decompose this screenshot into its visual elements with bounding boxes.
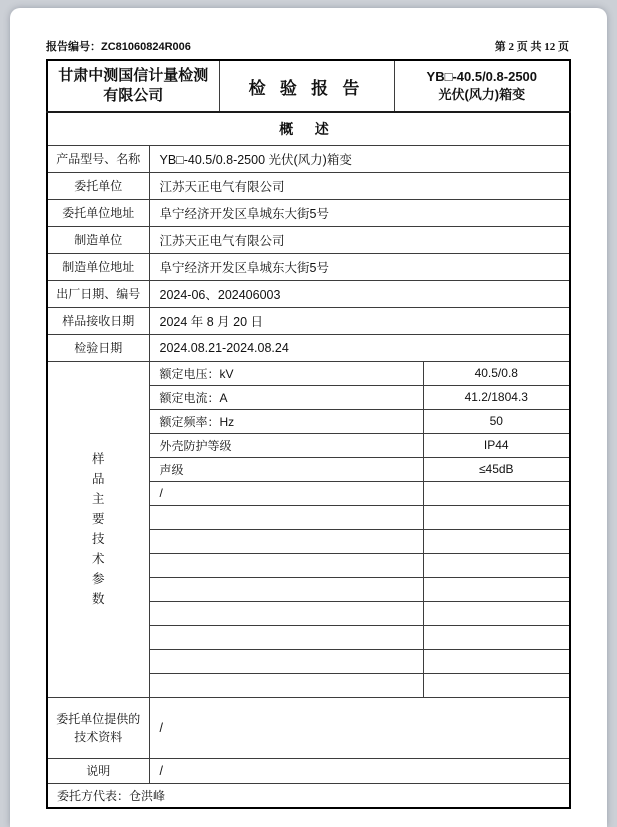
table-row [47,334,570,361]
tech-param-value [423,529,570,553]
tech-param-name: 外壳防护等级 [149,433,423,457]
row-value: YB□-40.5/0.8-2500 光伏(风力)箱变 [149,145,570,172]
table-row [47,172,570,199]
report-number [46,38,191,54]
tech-param-name [149,553,423,577]
provided-docs-row [47,697,570,758]
tech-param-name: 声级 [149,457,423,481]
row-label: 产品型号、名称 [47,145,149,172]
client-representative: 委托方代表：仓洪峰 [47,783,570,808]
tech-param-value: 40.5/0.8 [423,361,570,385]
table-row [47,199,570,226]
provided-docs-label [47,697,149,758]
table-row [47,280,570,307]
provided-docs-value: / [149,697,570,758]
row-label: 制造单位 [47,226,149,253]
table-row [47,253,570,280]
row-value: 2024-06、202406003 [149,280,570,307]
tech-param-value [423,673,570,697]
product-model-cell [394,60,570,112]
company-name-line2: 有限公司 [103,88,164,104]
overview-section-row [47,112,570,145]
provided-docs-label-line2: 技术资料 [74,729,123,744]
tech-param-value [423,625,570,649]
tech-param-name: 额定频率：Hz [149,409,423,433]
client-representative-row [47,783,570,808]
tech-param-name: 额定电压：kV [149,361,423,385]
row-value: 江苏天正电气有限公司 [149,172,570,199]
row-label: 委托单位 [47,172,149,199]
tech-param-value [423,553,570,577]
row-value: 阜宁经济开发区阜城东大街5号 [149,253,570,280]
tech-param-name [149,601,423,625]
tech-param-value: ≤45dB [423,457,570,481]
tech-section-label: 样品主要技术参数 [91,452,105,606]
row-value: 阜宁经济开发区阜城东大街5号 [149,199,570,226]
inspection-report-table [46,59,571,809]
page-indicator: 第 2 页 共 12 页 [494,41,569,53]
row-value: 2024 年 8 月 20 日 [149,307,570,334]
tech-param-name [149,649,423,673]
product-model-line2: 光伏(风力)箱变 [438,87,526,102]
company-name-cell [47,60,219,112]
table-row [47,307,570,334]
row-value: 2024.08.21-2024.08.24 [149,334,570,361]
row-label: 委托单位地址 [47,199,149,226]
row-label: 出厂日期、编号 [47,280,149,307]
tech-param-value [423,577,570,601]
table-row [47,145,570,172]
tech-param-value: 50 [423,409,570,433]
tech-param-name: 额定电流：A [149,385,423,409]
tech-param-name [149,673,423,697]
tech-param-value: 41.2/1804.3 [423,385,570,409]
document-page [10,8,607,827]
tech-param-value: IP44 [423,433,570,457]
tech-param-value [423,649,570,673]
row-value: 江苏天正电气有限公司 [149,226,570,253]
tech-param-name: / [149,481,423,505]
provided-docs-label-line1: 委托单位提供的 [56,711,141,726]
tech-section-label-cell [47,361,149,697]
row-label: 样品接收日期 [47,307,149,334]
product-model-line1: YB□-40.5/0.8-2500 [426,68,538,84]
note-label: 说明 [47,758,149,783]
report-header-row [47,60,570,112]
report-number-label: 报告编号： [46,41,101,53]
note-value: / [149,758,570,783]
table-row [47,226,570,253]
company-name-line1: 甘肃中测国信计量检测 [58,67,209,84]
tech-param-value [423,601,570,625]
row-label: 制造单位地址 [47,253,149,280]
report-title-cell: 检 验 报 告 [219,60,394,112]
tech-param-name [149,625,423,649]
note-row [47,758,570,783]
tech-param-value [423,505,570,529]
tech-param-name [149,529,423,553]
report-number-value: ZC81060824R006 [101,41,191,53]
tech-param-value [423,481,570,505]
overview-section-title: 概 述 [47,112,570,145]
row-label: 检验日期 [47,334,149,361]
tech-param-row [47,361,570,385]
page-meta-row [46,39,569,54]
tech-param-name [149,505,423,529]
tech-param-name [149,577,423,601]
